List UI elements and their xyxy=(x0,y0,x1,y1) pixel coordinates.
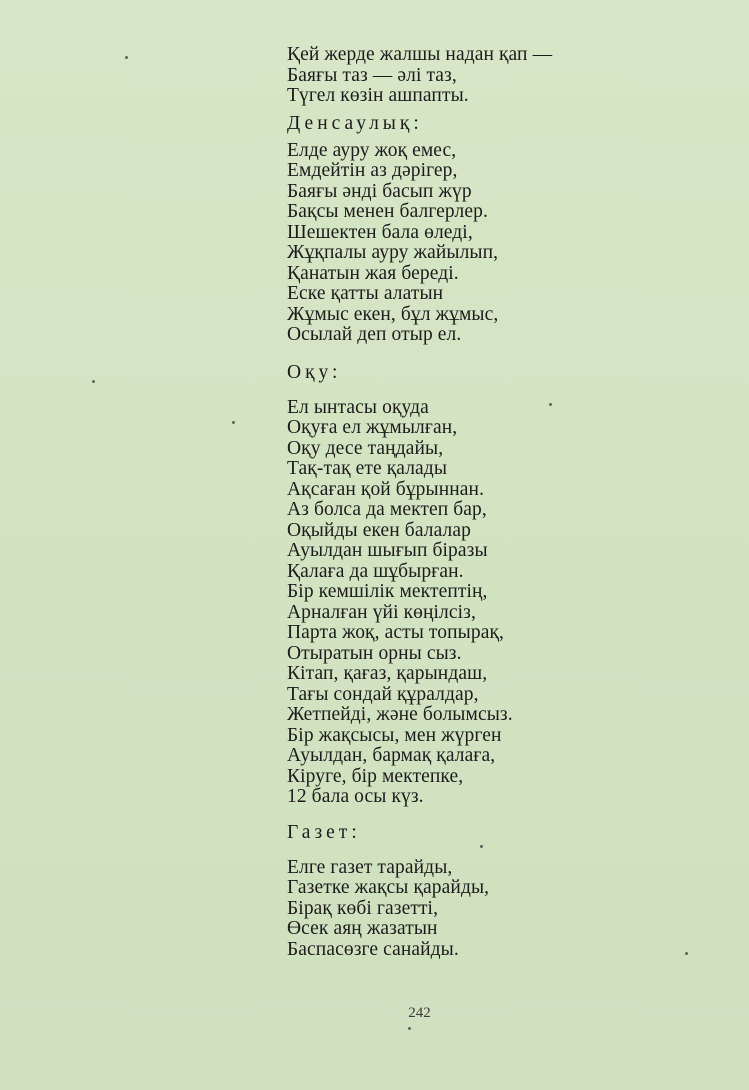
page-number: 242 xyxy=(408,1005,431,1021)
poem-line: Елге газет тарайды, xyxy=(287,856,453,878)
poem-line: Ақсаған қой бұрыннан. xyxy=(287,478,485,500)
poem-line: Қалаға да шұбырған. xyxy=(287,560,464,582)
poem-line: Емдейтін аз дәрігер, xyxy=(287,160,458,181)
section-heading-health: Денсаулық: xyxy=(287,112,423,134)
poem-line: Ауылдан шығып біразы xyxy=(287,540,488,561)
poem-line: Ел ынтасы оқуда xyxy=(287,396,429,418)
poem-line: Еске қатты алатын xyxy=(287,283,444,304)
poem-line: Арналған үйі көңілсіз, xyxy=(287,601,476,623)
poem-line: Тақ-тақ ете қалады xyxy=(287,458,448,479)
paper-speck xyxy=(92,380,95,383)
poem-line: Баспасөзге санайды. xyxy=(287,938,459,960)
poem-line: Бір жақсысы, мен жүрген xyxy=(287,724,502,746)
paper-speck xyxy=(408,1027,411,1030)
poem-line: Оқу десе таңдайы, xyxy=(287,437,444,459)
poem-line: Парта жоқ, асты топырақ, xyxy=(287,622,504,643)
section-heading-newspaper: Газет: xyxy=(287,821,361,843)
poem-line: Аз болса да мектеп бар, xyxy=(287,499,487,520)
poem-line: Жұмыс екен, бұл жұмыс, xyxy=(287,303,499,325)
poem-line: Осылай деп отыр ел. xyxy=(287,324,462,345)
poem-line: Кіруге, бір мектепке, xyxy=(287,765,464,787)
paper-speck xyxy=(232,421,235,424)
poem-line: Ауылдан, бармақ қалаға, xyxy=(287,745,496,766)
poem-line: Өсек аяң жазатын xyxy=(287,918,438,939)
poem-line: Бірақ көбі газетті, xyxy=(287,897,439,919)
poem-line: Қанатын жая береді. xyxy=(287,262,459,284)
poem-line: Жұқпалы ауру жайылып, xyxy=(287,242,499,263)
poem-line: Елде ауру жоқ емес, xyxy=(287,139,457,161)
poem-line: Отыратын орны сыз. xyxy=(287,642,462,664)
poem-line: Шешектен бала өледі, xyxy=(287,221,473,243)
poem-line: Түгел көзін ашпапты. xyxy=(287,85,469,106)
poem-line: Жетпейді, және болымсыз. xyxy=(287,704,513,725)
poem-line: Тағы сондай құралдар, xyxy=(287,683,479,705)
section-heading-education: Оқу: xyxy=(287,361,342,383)
paper-speck xyxy=(125,56,128,59)
poem-line: Оқуға ел жұмылған, xyxy=(287,417,458,438)
poem-line: Оқыйды екен балалар xyxy=(287,519,471,541)
poem-line: Кітап, қағаз, қарындаш, xyxy=(287,663,488,684)
poem-line: Бақсы менен балгерлер. xyxy=(287,201,488,222)
poem-line: Баяғы таз — әлі таз, xyxy=(287,64,457,86)
poem-line: Қей жерде жалшы надан қап — xyxy=(287,44,553,65)
poem-line: Баяғы әнді басып жүр xyxy=(287,180,472,202)
poem-line: 12 бала осы күз. xyxy=(287,786,424,807)
poem-text xyxy=(287,45,687,960)
poem-line: Газетке жақсы қарайды, xyxy=(287,877,490,898)
poem-line: Бір кемшілік мектептің, xyxy=(287,581,488,602)
